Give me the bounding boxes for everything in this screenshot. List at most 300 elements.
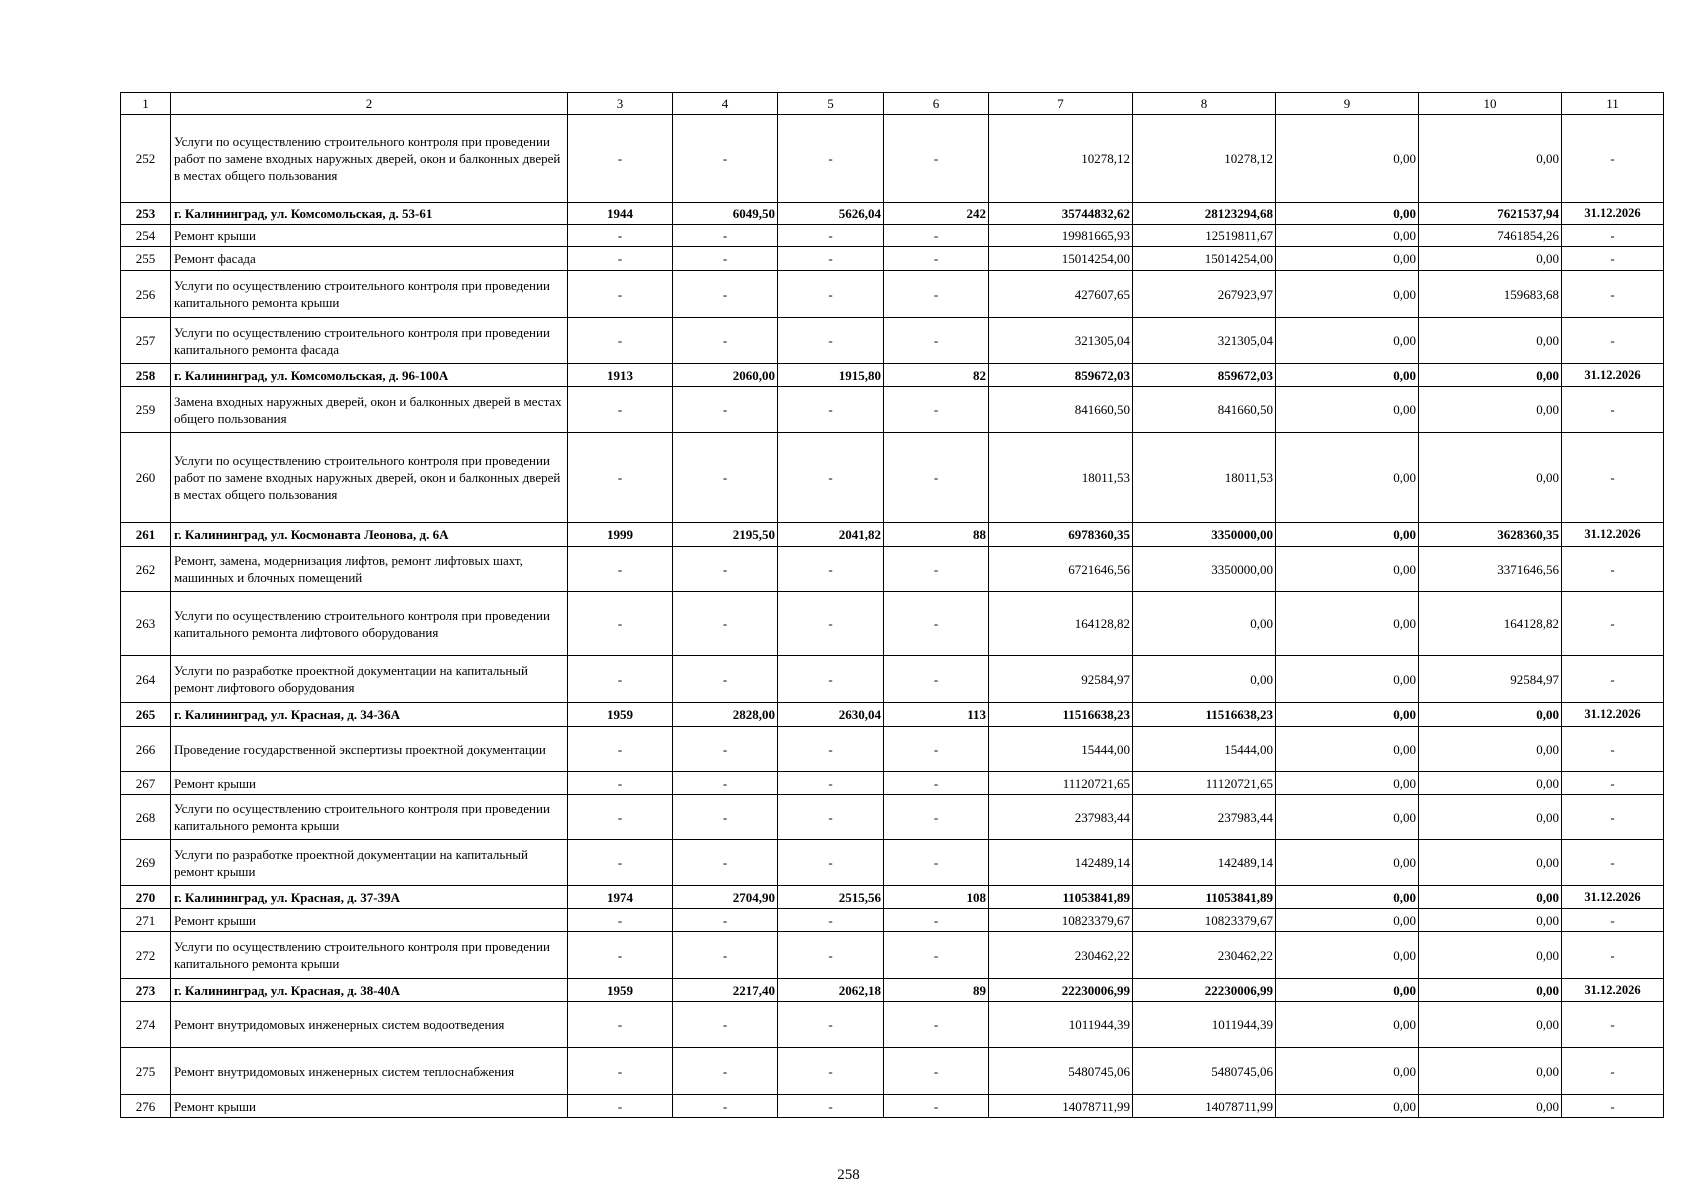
value-cell-col-4: - — [673, 795, 778, 840]
row-number-cell: 253 — [121, 203, 171, 225]
value-cell-col-5: 2515,56 — [778, 886, 884, 909]
value-cell-col-5: - — [778, 225, 884, 247]
row-number-cell: 269 — [121, 840, 171, 886]
value-cell-col-9: 0,00 — [1276, 979, 1419, 1002]
value-cell-col-10: 0,00 — [1419, 1048, 1562, 1095]
value-cell-col-4: - — [673, 1095, 778, 1118]
value-cell-col-8: 841660,50 — [1133, 387, 1276, 433]
value-cell-col-3: 1959 — [568, 979, 673, 1002]
value-cell-col-11: 31.12.2026 — [1562, 203, 1664, 225]
value-cell-col-5: - — [778, 656, 884, 703]
value-cell-col-6: 88 — [884, 523, 989, 547]
value-cell-col-11: - — [1562, 772, 1664, 795]
table-header — [121, 93, 1664, 115]
work-description-cell: Замена входных наружных дверей, окон и балконных дверей в местах общего пользования — [171, 387, 568, 433]
value-cell-col-3: - — [568, 772, 673, 795]
table-row — [121, 1002, 1664, 1048]
table-row — [121, 547, 1664, 592]
table-body — [121, 115, 1664, 1118]
value-cell-col-5: - — [778, 318, 884, 364]
value-cell-col-7: 22230006,99 — [989, 979, 1133, 1002]
value-cell-col-4: - — [673, 225, 778, 247]
value-cell-col-6: - — [884, 840, 989, 886]
row-number-cell: 273 — [121, 979, 171, 1002]
value-cell-col-10: 159683,68 — [1419, 271, 1562, 318]
value-cell-col-7: 10278,12 — [989, 115, 1133, 203]
value-cell-col-11: - — [1562, 1048, 1664, 1095]
value-cell-col-11: - — [1562, 318, 1664, 364]
table-row — [121, 795, 1664, 840]
value-cell-col-5: - — [778, 433, 884, 523]
value-cell-col-11: - — [1562, 727, 1664, 772]
value-cell-col-7: 164128,82 — [989, 592, 1133, 656]
value-cell-col-10: 0,00 — [1419, 364, 1562, 387]
value-cell-col-11: 31.12.2026 — [1562, 523, 1664, 547]
value-cell-col-9: 0,00 — [1276, 433, 1419, 523]
value-cell-col-4: - — [673, 115, 778, 203]
header-cell-col-4: 4 — [673, 93, 778, 115]
value-cell-col-5: - — [778, 115, 884, 203]
work-description-cell: Услуги по разработке проектной документации на капитальный ремонт лифтового оборудования — [171, 656, 568, 703]
value-cell-col-7: 6721646,56 — [989, 547, 1133, 592]
value-cell-col-8: 11120721,65 — [1133, 772, 1276, 795]
value-cell-col-9: 0,00 — [1276, 795, 1419, 840]
value-cell-col-4: - — [673, 840, 778, 886]
header-cell-col-5: 5 — [778, 93, 884, 115]
value-cell-col-3: - — [568, 387, 673, 433]
value-cell-col-10: 0,00 — [1419, 840, 1562, 886]
value-cell-col-10: 7461854,26 — [1419, 225, 1562, 247]
value-cell-col-8: 11516638,23 — [1133, 703, 1276, 727]
value-cell-col-7: 6978360,35 — [989, 523, 1133, 547]
value-cell-col-4: 2828,00 — [673, 703, 778, 727]
value-cell-col-7: 427607,65 — [989, 271, 1133, 318]
value-cell-col-4: - — [673, 932, 778, 979]
value-cell-col-3: - — [568, 433, 673, 523]
value-cell-col-7: 841660,50 — [989, 387, 1133, 433]
value-cell-col-6: - — [884, 932, 989, 979]
value-cell-col-6: - — [884, 225, 989, 247]
value-cell-col-8: 15444,00 — [1133, 727, 1276, 772]
value-cell-col-7: 92584,97 — [989, 656, 1133, 703]
value-cell-col-9: 0,00 — [1276, 387, 1419, 433]
row-number-cell: 272 — [121, 932, 171, 979]
value-cell-col-8: 3350000,00 — [1133, 523, 1276, 547]
value-cell-col-6: - — [884, 433, 989, 523]
work-description-cell: Услуги по осуществлению строительного контроля при проведении капитального ремонта фасада — [171, 318, 568, 364]
value-cell-col-5: - — [778, 727, 884, 772]
value-cell-col-9: 0,00 — [1276, 225, 1419, 247]
value-cell-col-4: 2060,00 — [673, 364, 778, 387]
value-cell-col-7: 11516638,23 — [989, 703, 1133, 727]
value-cell-col-11: - — [1562, 656, 1664, 703]
value-cell-col-9: 0,00 — [1276, 727, 1419, 772]
table-row — [121, 840, 1664, 886]
header-cell-col-2: 2 — [171, 93, 568, 115]
value-cell-col-3: 1913 — [568, 364, 673, 387]
value-cell-col-3: - — [568, 271, 673, 318]
value-cell-col-4: - — [673, 727, 778, 772]
value-cell-col-11: - — [1562, 387, 1664, 433]
value-cell-col-10: 0,00 — [1419, 772, 1562, 795]
table-row — [121, 592, 1664, 656]
row-number-cell: 255 — [121, 247, 171, 271]
value-cell-col-6: - — [884, 1095, 989, 1118]
value-cell-col-6: - — [884, 318, 989, 364]
value-cell-col-5: 2630,04 — [778, 703, 884, 727]
value-cell-col-11: - — [1562, 840, 1664, 886]
value-cell-col-5: - — [778, 932, 884, 979]
value-cell-col-3: - — [568, 1002, 673, 1048]
address-cell: г. Калининград, ул. Красная, д. 34-36А — [171, 703, 568, 727]
value-cell-col-7: 11120721,65 — [989, 772, 1133, 795]
value-cell-col-11: - — [1562, 592, 1664, 656]
value-cell-col-7: 859672,03 — [989, 364, 1133, 387]
value-cell-col-8: 267923,97 — [1133, 271, 1276, 318]
value-cell-col-9: 0,00 — [1276, 523, 1419, 547]
value-cell-col-10: 164128,82 — [1419, 592, 1562, 656]
value-cell-col-5: - — [778, 909, 884, 932]
value-cell-col-7: 15444,00 — [989, 727, 1133, 772]
value-cell-col-7: 19981665,93 — [989, 225, 1133, 247]
value-cell-col-4: - — [673, 1002, 778, 1048]
header-cell-col-9: 9 — [1276, 93, 1419, 115]
repair-schedule-table — [120, 92, 1664, 1118]
value-cell-col-8: 10278,12 — [1133, 115, 1276, 203]
address-cell: г. Калининград, ул. Красная, д. 37-39А — [171, 886, 568, 909]
address-cell: г. Калининград, ул. Красная, д. 38-40А — [171, 979, 568, 1002]
value-cell-col-8: 237983,44 — [1133, 795, 1276, 840]
value-cell-col-10: 0,00 — [1419, 909, 1562, 932]
value-cell-col-3: 1944 — [568, 203, 673, 225]
row-number-cell: 264 — [121, 656, 171, 703]
value-cell-col-4: - — [673, 433, 778, 523]
value-cell-col-10: 7621537,94 — [1419, 203, 1562, 225]
value-cell-col-8: 0,00 — [1133, 656, 1276, 703]
value-cell-col-5: - — [778, 772, 884, 795]
row-number-cell: 256 — [121, 271, 171, 318]
value-cell-col-10: 0,00 — [1419, 115, 1562, 203]
value-cell-col-11: 31.12.2026 — [1562, 703, 1664, 727]
value-cell-col-6: - — [884, 656, 989, 703]
value-cell-col-3: - — [568, 1095, 673, 1118]
value-cell-col-8: 22230006,99 — [1133, 979, 1276, 1002]
row-number-cell: 270 — [121, 886, 171, 909]
address-cell: г. Калининград, ул. Космонавта Леонова, д. 6А — [171, 523, 568, 547]
table-row — [121, 932, 1664, 979]
row-number-cell: 252 — [121, 115, 171, 203]
value-cell-col-4: - — [673, 247, 778, 271]
table-row — [121, 523, 1664, 547]
value-cell-col-5: - — [778, 1002, 884, 1048]
value-cell-col-4: - — [673, 547, 778, 592]
value-cell-col-5: - — [778, 387, 884, 433]
value-cell-col-3: 1959 — [568, 703, 673, 727]
value-cell-col-6: - — [884, 247, 989, 271]
value-cell-col-3: - — [568, 909, 673, 932]
header-cell-col-7: 7 — [989, 93, 1133, 115]
value-cell-col-6: - — [884, 795, 989, 840]
header-cell-col-11: 11 — [1562, 93, 1664, 115]
work-description-cell: Ремонт, замена, модернизация лифтов, ремонт лифтовых шахт, машинных и блочных помещений — [171, 547, 568, 592]
value-cell-col-6: - — [884, 115, 989, 203]
value-cell-col-6: 242 — [884, 203, 989, 225]
value-cell-col-9: 0,00 — [1276, 247, 1419, 271]
value-cell-col-10: 0,00 — [1419, 387, 1562, 433]
value-cell-col-10: 0,00 — [1419, 1002, 1562, 1048]
value-cell-col-7: 1011944,39 — [989, 1002, 1133, 1048]
value-cell-col-9: 0,00 — [1276, 592, 1419, 656]
work-description-cell: Услуги по осуществлению строительного контроля при проведении работ по замене входных наружных дверей, окон и балконных дверей в местах общего пользования — [171, 115, 568, 203]
value-cell-col-11: - — [1562, 932, 1664, 979]
value-cell-col-5: - — [778, 1095, 884, 1118]
row-number-cell: 262 — [121, 547, 171, 592]
value-cell-col-8: 5480745,06 — [1133, 1048, 1276, 1095]
value-cell-col-4: 2217,40 — [673, 979, 778, 1002]
row-number-cell: 276 — [121, 1095, 171, 1118]
value-cell-col-6: - — [884, 547, 989, 592]
page-number: 258 — [837, 1167, 860, 1183]
table-row — [121, 703, 1664, 727]
value-cell-col-8: 12519811,67 — [1133, 225, 1276, 247]
work-description-cell: Ремонт внутридомовых инженерных систем водоотведения — [171, 1002, 568, 1048]
row-number-cell: 266 — [121, 727, 171, 772]
row-number-cell: 258 — [121, 364, 171, 387]
value-cell-col-5: 5626,04 — [778, 203, 884, 225]
table-row — [121, 115, 1664, 203]
value-cell-col-5: - — [778, 592, 884, 656]
value-cell-col-11: - — [1562, 1002, 1664, 1048]
value-cell-col-9: 0,00 — [1276, 203, 1419, 225]
value-cell-col-9: 0,00 — [1276, 886, 1419, 909]
value-cell-col-7: 14078711,99 — [989, 1095, 1133, 1118]
work-description-cell: Услуги по осуществлению строительного контроля при проведении капитального ремонта лифтового оборудования — [171, 592, 568, 656]
header-cell-col-10: 10 — [1419, 93, 1562, 115]
value-cell-col-3: - — [568, 225, 673, 247]
value-cell-col-9: 0,00 — [1276, 932, 1419, 979]
value-cell-col-8: 230462,22 — [1133, 932, 1276, 979]
value-cell-col-5: - — [778, 271, 884, 318]
table-row — [121, 909, 1664, 932]
value-cell-col-3: - — [568, 656, 673, 703]
value-cell-col-3: - — [568, 840, 673, 886]
value-cell-col-6: - — [884, 387, 989, 433]
table-row — [121, 364, 1664, 387]
value-cell-col-9: 0,00 — [1276, 1002, 1419, 1048]
header-cell-col-8: 8 — [1133, 93, 1276, 115]
header-cell-col-6: 6 — [884, 93, 989, 115]
value-cell-col-7: 15014254,00 — [989, 247, 1133, 271]
header-cell-col-1: 1 — [121, 93, 171, 115]
value-cell-col-11: 31.12.2026 — [1562, 886, 1664, 909]
value-cell-col-11: - — [1562, 795, 1664, 840]
value-cell-col-11: - — [1562, 115, 1664, 203]
value-cell-col-6: - — [884, 1048, 989, 1095]
value-cell-col-5: - — [778, 795, 884, 840]
value-cell-col-7: 142489,14 — [989, 840, 1133, 886]
value-cell-col-6: - — [884, 727, 989, 772]
value-cell-col-10: 0,00 — [1419, 433, 1562, 523]
value-cell-col-9: 0,00 — [1276, 271, 1419, 318]
address-cell: г. Калининград, ул. Комсомольская, д. 53-61 — [171, 203, 568, 225]
value-cell-col-7: 18011,53 — [989, 433, 1133, 523]
value-cell-col-7: 11053841,89 — [989, 886, 1133, 909]
value-cell-col-7: 321305,04 — [989, 318, 1133, 364]
value-cell-col-4: - — [673, 772, 778, 795]
table-row — [121, 656, 1664, 703]
value-cell-col-9: 0,00 — [1276, 364, 1419, 387]
row-number-cell: 257 — [121, 318, 171, 364]
value-cell-col-11: - — [1562, 433, 1664, 523]
work-description-cell: Услуги по осуществлению строительного контроля при проведении капитального ремонта крыши — [171, 795, 568, 840]
row-number-cell: 254 — [121, 225, 171, 247]
value-cell-col-8: 1011944,39 — [1133, 1002, 1276, 1048]
value-cell-col-4: 2704,90 — [673, 886, 778, 909]
value-cell-col-7: 230462,22 — [989, 932, 1133, 979]
value-cell-col-7: 35744832,62 — [989, 203, 1133, 225]
value-cell-col-10: 0,00 — [1419, 247, 1562, 271]
value-cell-col-8: 859672,03 — [1133, 364, 1276, 387]
work-description-cell: Услуги по осуществлению строительного контроля при проведении капитального ремонта крыши — [171, 932, 568, 979]
row-number-cell: 275 — [121, 1048, 171, 1095]
work-description-cell: Услуги по осуществлению строительного контроля при проведении капитального ремонта крыши — [171, 271, 568, 318]
table-row — [121, 225, 1664, 247]
value-cell-col-8: 142489,14 — [1133, 840, 1276, 886]
value-cell-col-6: - — [884, 1002, 989, 1048]
value-cell-col-8: 14078711,99 — [1133, 1095, 1276, 1118]
value-cell-col-9: 0,00 — [1276, 909, 1419, 932]
value-cell-col-10: 0,00 — [1419, 932, 1562, 979]
value-cell-col-9: 0,00 — [1276, 656, 1419, 703]
table-row — [121, 247, 1664, 271]
value-cell-col-4: - — [673, 1048, 778, 1095]
value-cell-col-4: 2195,50 — [673, 523, 778, 547]
table-row — [121, 979, 1664, 1002]
value-cell-col-8: 15014254,00 — [1133, 247, 1276, 271]
row-number-cell: 267 — [121, 772, 171, 795]
value-cell-col-3: - — [568, 727, 673, 772]
table-row — [121, 1048, 1664, 1095]
value-cell-col-10: 3371646,56 — [1419, 547, 1562, 592]
value-cell-col-4: - — [673, 387, 778, 433]
value-cell-col-10: 0,00 — [1419, 703, 1562, 727]
value-cell-col-9: 0,00 — [1276, 115, 1419, 203]
value-cell-col-3: - — [568, 318, 673, 364]
header-row — [121, 93, 1664, 115]
value-cell-col-3: - — [568, 592, 673, 656]
value-cell-col-11: - — [1562, 225, 1664, 247]
row-number-cell: 260 — [121, 433, 171, 523]
value-cell-col-3: - — [568, 932, 673, 979]
work-description-cell: Ремонт крыши — [171, 225, 568, 247]
value-cell-col-6: 82 — [884, 364, 989, 387]
value-cell-col-9: 0,00 — [1276, 1095, 1419, 1118]
row-number-cell: 274 — [121, 1002, 171, 1048]
row-number-cell: 268 — [121, 795, 171, 840]
value-cell-col-5: - — [778, 547, 884, 592]
value-cell-col-6: 108 — [884, 886, 989, 909]
table-row — [121, 203, 1664, 225]
work-description-cell: Ремонт внутридомовых инженерных систем теплоснабжения — [171, 1048, 568, 1095]
value-cell-col-8: 10823379,67 — [1133, 909, 1276, 932]
row-number-cell: 265 — [121, 703, 171, 727]
value-cell-col-6: - — [884, 909, 989, 932]
value-cell-col-3: 1999 — [568, 523, 673, 547]
row-number-cell: 271 — [121, 909, 171, 932]
value-cell-col-8: 321305,04 — [1133, 318, 1276, 364]
value-cell-col-6: - — [884, 592, 989, 656]
table-row — [121, 1095, 1664, 1118]
address-cell: г. Калининград, ул. Комсомольская, д. 96-100А — [171, 364, 568, 387]
value-cell-col-8: 0,00 — [1133, 592, 1276, 656]
value-cell-col-11: - — [1562, 1095, 1664, 1118]
value-cell-col-8: 3350000,00 — [1133, 547, 1276, 592]
value-cell-col-11: 31.12.2026 — [1562, 979, 1664, 1002]
value-cell-col-11: - — [1562, 271, 1664, 318]
value-cell-col-5: - — [778, 1048, 884, 1095]
value-cell-col-4: - — [673, 318, 778, 364]
row-number-cell: 261 — [121, 523, 171, 547]
value-cell-col-3: - — [568, 795, 673, 840]
value-cell-col-11: - — [1562, 547, 1664, 592]
table-row — [121, 772, 1664, 795]
value-cell-col-8: 11053841,89 — [1133, 886, 1276, 909]
table-row — [121, 433, 1664, 523]
value-cell-col-6: 113 — [884, 703, 989, 727]
value-cell-col-9: 0,00 — [1276, 772, 1419, 795]
row-number-cell: 263 — [121, 592, 171, 656]
value-cell-col-4: - — [673, 656, 778, 703]
value-cell-col-9: 0,00 — [1276, 840, 1419, 886]
value-cell-col-6: - — [884, 772, 989, 795]
value-cell-col-3: - — [568, 247, 673, 271]
work-description-cell: Ремонт крыши — [171, 1095, 568, 1118]
work-description-cell: Ремонт фасада — [171, 247, 568, 271]
work-description-cell: Услуги по разработке проектной документации на капитальный ремонт крыши — [171, 840, 568, 886]
value-cell-col-4: - — [673, 592, 778, 656]
value-cell-col-8: 28123294,68 — [1133, 203, 1276, 225]
table-row — [121, 727, 1664, 772]
table-row — [121, 387, 1664, 433]
value-cell-col-8: 18011,53 — [1133, 433, 1276, 523]
value-cell-col-6: 89 — [884, 979, 989, 1002]
value-cell-col-5: 2041,82 — [778, 523, 884, 547]
value-cell-col-9: 0,00 — [1276, 1048, 1419, 1095]
value-cell-col-11: - — [1562, 909, 1664, 932]
value-cell-col-10: 0,00 — [1419, 1095, 1562, 1118]
table-row — [121, 886, 1664, 909]
value-cell-col-10: 0,00 — [1419, 979, 1562, 1002]
value-cell-col-5: - — [778, 840, 884, 886]
value-cell-col-3: 1974 — [568, 886, 673, 909]
value-cell-col-5: - — [778, 247, 884, 271]
table-row — [121, 271, 1664, 318]
table-row — [121, 318, 1664, 364]
value-cell-col-9: 0,00 — [1276, 703, 1419, 727]
value-cell-col-11: - — [1562, 247, 1664, 271]
value-cell-col-5: 1915,80 — [778, 364, 884, 387]
work-description-cell: Ремонт крыши — [171, 909, 568, 932]
value-cell-col-10: 0,00 — [1419, 795, 1562, 840]
value-cell-col-5: 2062,18 — [778, 979, 884, 1002]
value-cell-col-7: 10823379,67 — [989, 909, 1133, 932]
value-cell-col-3: - — [568, 115, 673, 203]
value-cell-col-4: 6049,50 — [673, 203, 778, 225]
value-cell-col-3: - — [568, 547, 673, 592]
value-cell-col-10: 3628360,35 — [1419, 523, 1562, 547]
value-cell-col-3: - — [568, 1048, 673, 1095]
work-description-cell: Услуги по осуществлению строительного контроля при проведении работ по замене входных наружных дверей, окон и балконных дверей в местах общего пользования — [171, 433, 568, 523]
